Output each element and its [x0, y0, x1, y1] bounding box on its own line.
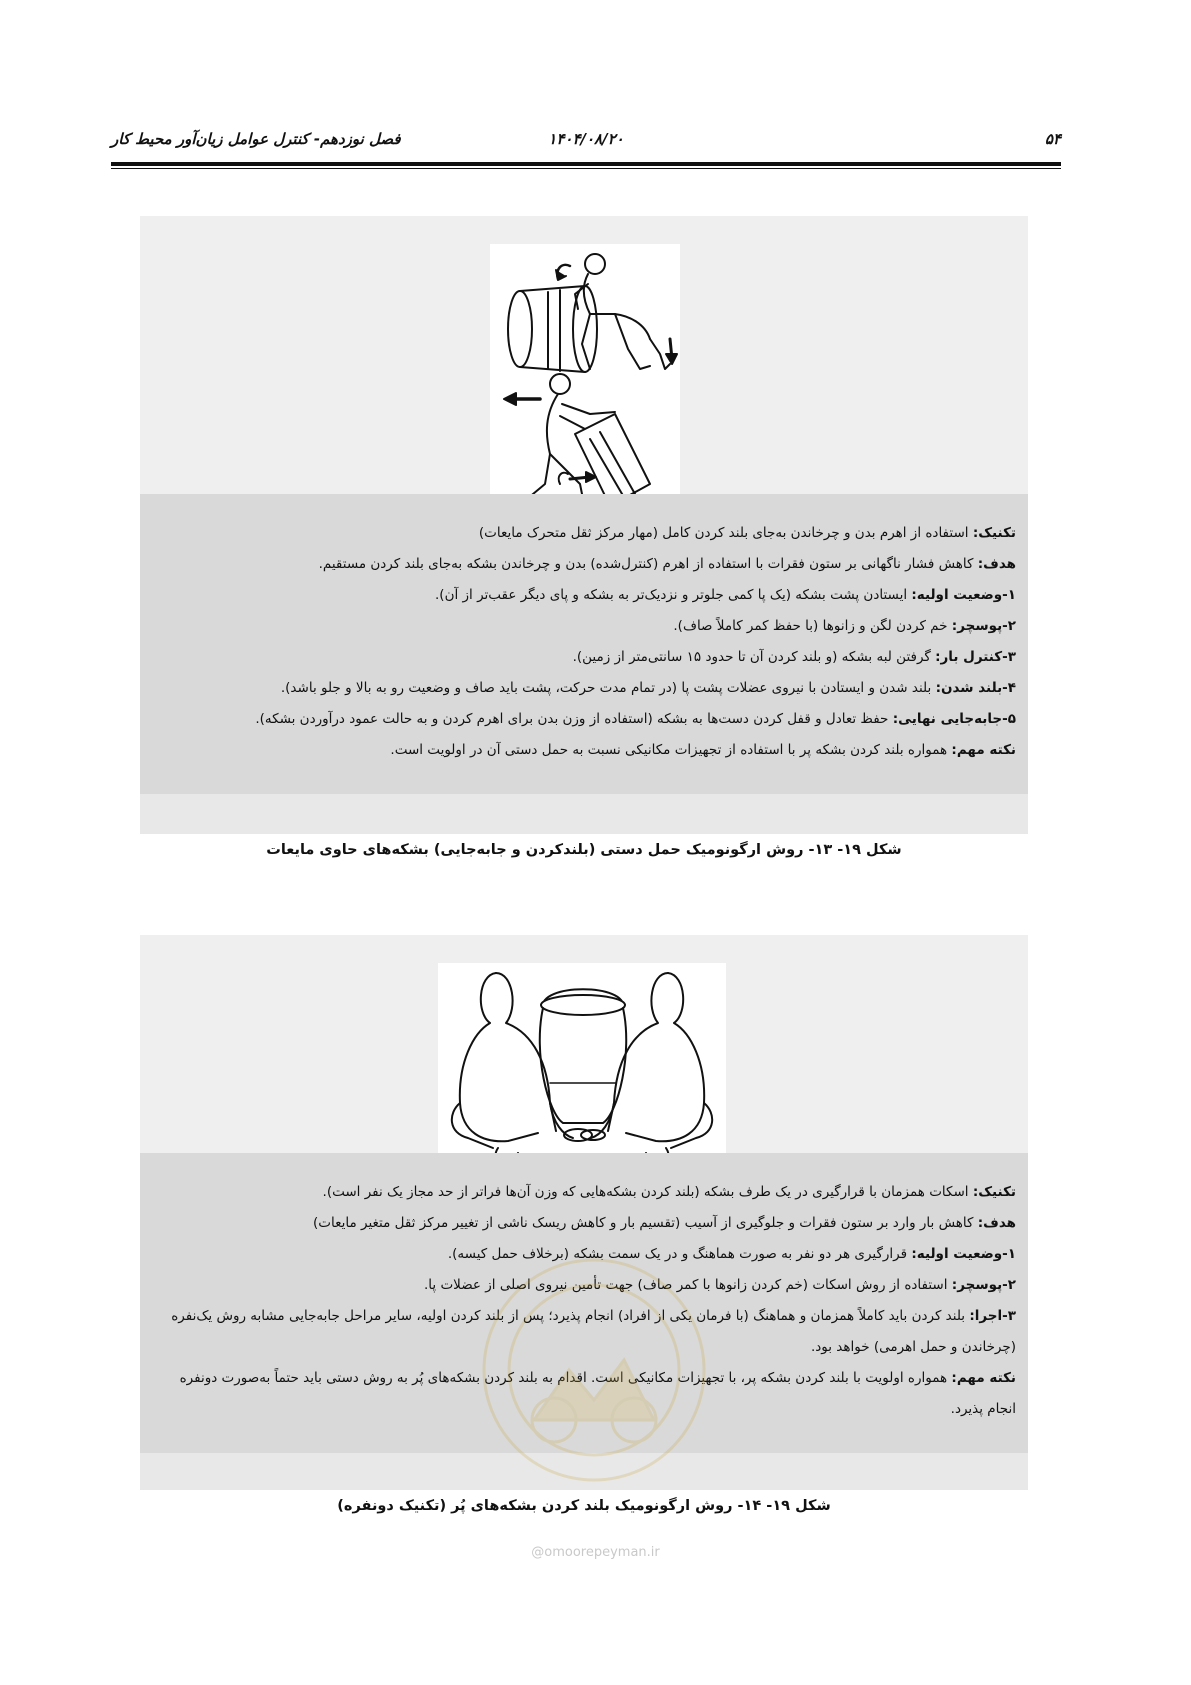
figure-13-box [140, 216, 1028, 834]
figure-13-caption: شکل ۱۹- ۱۳- روش ارگونومیک حمل دستی (بلندکردن و جابه‌جایی) بشکه‌های حاوی مایعات [266, 842, 902, 858]
figure-14-text-area [140, 1153, 1028, 1453]
text-line: ۱-وضعیت اولیه: ایستادن پشت بشکه (یک پا کمی جلوتر و نزدیک‌تر به بشکه و پای دیگر عقب‌تر از آن). [435, 587, 1016, 603]
text-line: تکنیک: استفاده از اهرم بدن و چرخاندن به‌جای بلند کردن کامل (مهار مرکز ثقل متحرک مایعات) [478, 525, 1016, 541]
text-line: تکنیک: اسکات همزمان با قرارگیری در یک طرف بشکه (بلند کردن بشکه‌هایی که وزن آن‌ها فراتر از حد مجاز یک نفر است). [322, 1184, 1016, 1200]
figure-14-box [140, 935, 1028, 1490]
footer-site-watermark: @omoorepeyman.ir [531, 1545, 660, 1560]
page-header [111, 130, 1061, 160]
text-line: ۳-اجرا: بلند کردن باید کاملاً همزمان و هماهنگ (با فرمان یکی از افراد) انجام پذیرد؛ پس از بلند کردن اولیه، سایر مراحل جابه‌جایی مشابه روش یک‌نفره (چرخاندن و حمل اهرمی) خواهد بود. [171, 1308, 1016, 1355]
figure-13-text-area [140, 494, 1028, 794]
text-line: ۱-وضعیت اولیه: قرارگیری هر دو نفر به صورت هماهنگ و در یک سمت بشکه (برخلاف حمل کیسه). [447, 1246, 1016, 1262]
person-lifting-drum-illustration [490, 244, 680, 534]
text-line: ۵-جابه‌جایی نهایی: حفظ تعادل و قفل کردن دست‌ها به بشکه (استفاده از وزن بدن برای اهرم کردن و به حالت عمود درآوردن بشکه). [255, 711, 1016, 727]
page-number: ۵۴ [1044, 130, 1061, 148]
figure-14-lines [152, 1177, 1016, 1425]
two-persons-squat-lifting-drum-illustration [438, 963, 726, 1169]
header-rule-thin [111, 168, 1061, 169]
header-date: ۱۴۰۴/۰۸/۲۰ [548, 130, 624, 148]
figure-13-lines [152, 518, 1016, 766]
text-line: هدف: کاهش بار وارد بر ستون فقرات و جلوگیری از آسیب (تقسیم بار و کاهش ریسک ناشی از تغییر مرکز ثقل متغیر مایعات) [313, 1215, 1016, 1231]
text-line: هدف: کاهش فشار ناگهانی بر ستون فقرات با استفاده از اهرم (کنترل‌شده) بدن و چرخاندن بشکه به‌جای بلند کردن مستقیم. [318, 556, 1016, 572]
text-line: نکته مهم: همواره اولویت با بلند کردن بشکه پر، با تجهیزات مکانیکی است. اقدام به بلند کردن بشکه‌های پُر به روش دستی باید حتماً به‌صورت دونفره انجام پذیرد. [179, 1370, 1016, 1417]
text-line: ۴-بلند شدن: بلند شدن و ایستادن با نیروی عضلات پشت پا (در تمام مدت حرکت، پشت باید صاف و وضعیت رو به بالا و جلو باشد). [280, 680, 1016, 696]
text-line: ۲-پوسچر: استفاده از روش اسکات (خم کردن زانوها با کمر صاف) جهت تأمین نیروی اصلی از عضلات پا. [423, 1277, 1016, 1293]
text-line: نکته مهم: همواره بلند کردن بشکه پر با استفاده از تجهیزات مکانیکی نسبت به حمل دستی آن در اولویت است. [390, 742, 1016, 758]
text-line: ۳-کنترل بار: گرفتن لبه بشکه (و بلند کردن آن تا حدود ۱۵ سانتی‌متر از زمین). [572, 649, 1016, 665]
figure-14-caption: شکل ۱۹- ۱۴- روش ارگونومیک بلند کردن بشکه‌های پُر (تکنیک دونفره) [337, 1498, 831, 1514]
text-line: ۲-پوسچر: خم کردن لگن و زانوها (با حفظ کمر کاملاً صاف). [673, 618, 1016, 634]
header-rule-thick [111, 162, 1061, 166]
chapter-title: فصل نوزدهم- کنترل عوامل زیان‌آور محیط کار [111, 130, 401, 148]
